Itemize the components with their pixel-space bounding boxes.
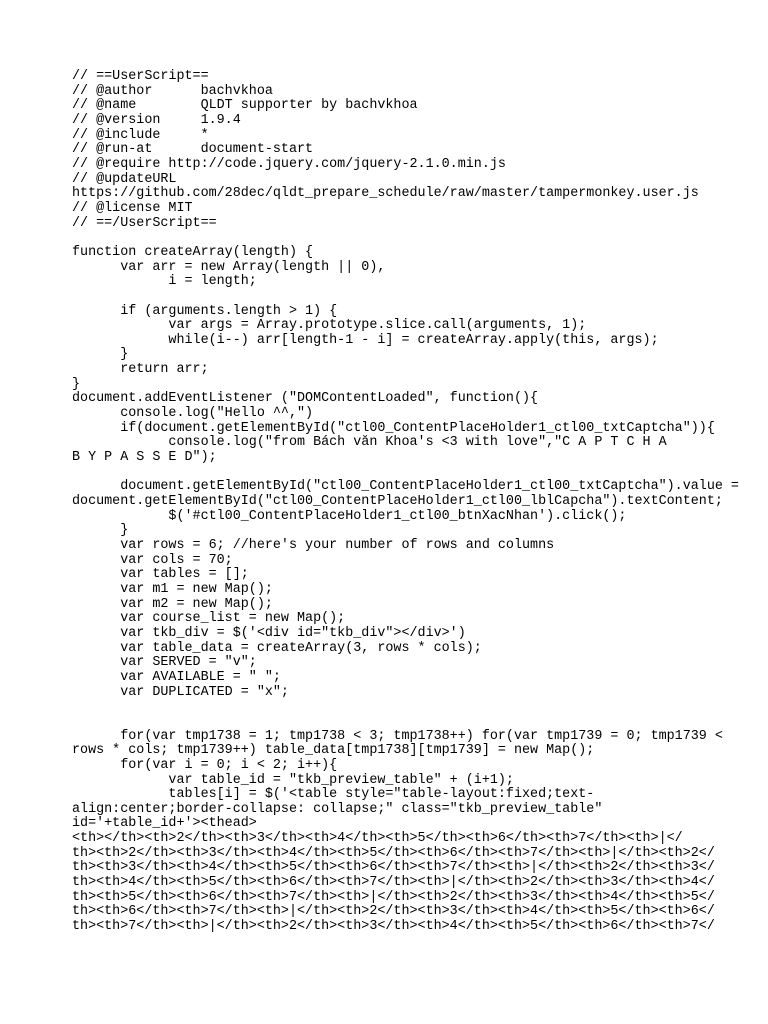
code-line: th><th>2</th><th>3</th><th>4</th><th>5</th><th>6</th><th>7</th><th>|</th><th>2</ — [72, 845, 715, 861]
code-line: var tables = []; — [72, 567, 249, 583]
code-line: // @run-at document-start — [72, 142, 314, 158]
code-line: // @include * — [72, 127, 209, 143]
code-line: console.log("from Bách văn Khoa's <3 with love","C A P T C H A — [72, 435, 667, 451]
code-line — [72, 715, 712, 730]
code-line: var course_list = new Map(); — [72, 611, 346, 627]
code-line: var DUPLICATED = "x"; — [72, 684, 289, 700]
code-line: // @updateURL — [72, 171, 177, 187]
code-line — [72, 290, 712, 305]
code-line: var cols = 70; — [72, 552, 233, 568]
code-line: th><th>6</th><th>7</th><th>|</th><th>2</th><th>3</th><th>4</th><th>5</th><th>6</ — [72, 904, 715, 920]
code-line: i = length; — [72, 274, 257, 290]
code-line: while(i--) arr[length-1 - i] = createArray.apply(this, args); — [72, 332, 659, 348]
code-line: // @license MIT — [72, 200, 193, 216]
code-line: var SERVED = "v"; — [72, 655, 257, 671]
code-line: document.getElementById("ctl00_ContentPlaceHolder1_ctl00_txtCaptcha").value = — [72, 479, 739, 495]
code-line: rows * cols; tmp1739++) table_data[tmp1738][tmp1739] = new Map(); — [72, 743, 595, 759]
code-line: console.log("Hello ^^,") — [72, 406, 314, 422]
code-line: var args = Array.prototype.slice.call(arguments, 1); — [72, 318, 587, 334]
code-line: var tkb_div = $('<div id="tkb_div"></div>') — [72, 625, 466, 641]
code-line: https://github.com/28dec/qldt_prepare_schedule/raw/master/tampermonkey.user.js — [72, 186, 699, 202]
code-line: return arr; — [72, 362, 209, 378]
code-line: var m2 = new Map(); — [72, 596, 273, 612]
code-line: var rows = 6; //here's your number of rows and columns — [72, 538, 555, 553]
code-line: // @version 1.9.4 — [72, 112, 241, 128]
code-line: // @require http://code.jquery.com/jquery-2.1.0.min.js — [72, 156, 506, 172]
code-line: function createArray(length) { — [72, 244, 314, 260]
code-line: th><th>5</th><th>6</th><th>7</th><th>|</th><th>2</th><th>3</th><th>4</th><th>5</ — [72, 889, 715, 905]
code-line: document.getElementById("ctl00_ContentPlaceHolder1_ctl00_lblCapcha").textContent; — [72, 494, 723, 510]
code-line: // @author bachvkhoa — [72, 83, 273, 99]
code-line: document.addEventListener ("DOMContentLoaded", function(){ — [72, 391, 539, 407]
code-line: // @name QLDT supporter by bachvkhoa — [72, 98, 418, 114]
code-line: th><th>7</th><th>|</th><th>2</th><th>3</th><th>4</th><th>5</th><th>6</th><th>7</ — [72, 919, 715, 935]
document-page — [72, 69, 739, 935]
code-line — [72, 466, 712, 481]
code-line: $('#ctl00_ContentPlaceHolder1_ctl00_btnXacNhan').click(); — [72, 508, 627, 524]
code-line: var table_data = createArray(3, rows * cols); — [72, 640, 482, 656]
code-line: th><th>4</th><th>5</th><th>6</th><th>7</th><th>|</th><th>2</th><th>3</th><th>4</ — [72, 875, 715, 891]
code-line — [72, 700, 712, 715]
code-line: id='+table_id+'><thead> — [72, 816, 257, 832]
code-line: } — [72, 376, 81, 392]
code-line: // ==/UserScript== — [72, 215, 217, 231]
code-line: var AVAILABLE = " "; — [72, 669, 281, 685]
code-line: var table_id = "tkb_preview_table" + (i+1); — [72, 772, 514, 788]
code-line: var arr = new Array(length || 0), — [72, 259, 386, 275]
code-line: var m1 = new Map(); — [72, 581, 273, 597]
code-line: <th></th><th>2</th><th>3</th><th>4</th><th>5</th><th>6</th><th>7</th><th>|</ — [72, 831, 683, 847]
code-line: B Y P A S S E D"); — [72, 450, 217, 466]
code-line: if(document.getElementById("ctl00_ContentPlaceHolder1_ctl00_txtCaptcha")){ — [72, 420, 715, 436]
code-line: for(var tmp1738 = 1; tmp1738 < 3; tmp1738++) for(var tmp1739 = 0; tmp1739 < — [72, 728, 723, 744]
code-line: } — [72, 523, 129, 539]
code-line: } — [72, 347, 129, 363]
code-line: align:center;border-collapse: collapse;" class="tkb_preview_table" — [72, 801, 603, 817]
code-line: if (arguments.length > 1) { — [72, 303, 338, 319]
code-line: for(var i = 0; i < 2; i++){ — [72, 757, 338, 773]
code-line — [72, 231, 712, 246]
code-line: th><th>3</th><th>4</th><th>5</th><th>6</th><th>7</th><th>|</th><th>2</th><th>3</ — [72, 860, 715, 876]
code-listing — [72, 69, 739, 935]
code-line: // ==UserScript== — [72, 69, 209, 84]
code-line: tables[i] = $('<table style="table-layout:fixed;text- — [72, 787, 595, 803]
